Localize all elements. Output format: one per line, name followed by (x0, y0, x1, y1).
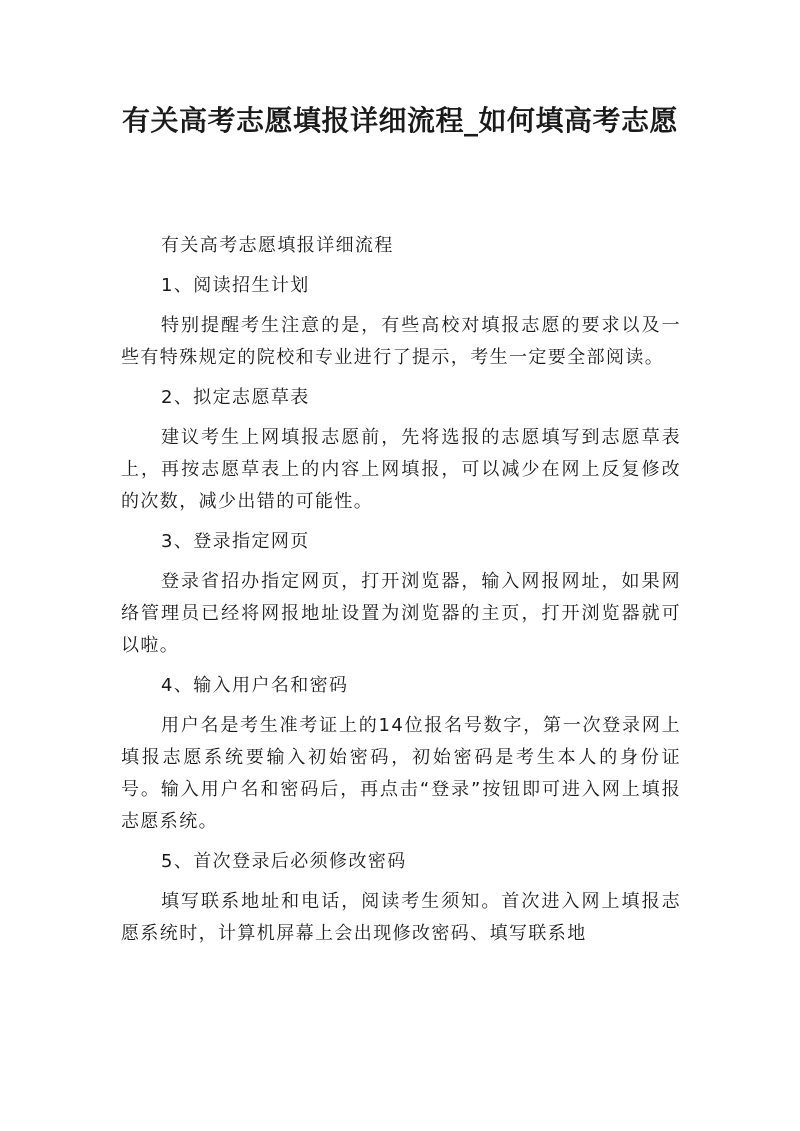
section-heading-2: 2、拟定志愿草表 (161, 387, 310, 408)
section-heading-4: 4、输入用户名和密码 (161, 675, 349, 696)
section-intro: 有关高考志愿填报详细流程 (161, 235, 394, 256)
document-body (121, 230, 681, 958)
section-body-1: 特别提醒考生注意的是，有些高校对填报志愿的要求以及一些有特殊规定的院校和专业进行了提示，考生一定要全部阅读。 (121, 315, 681, 368)
section-body-2: 建议考生上网填报志愿前，先将选报的志愿填写到志愿草表上，再按志愿草表上的内容上网填报，可以减少在网上反复修改的次数，减少出错的可能性。 (121, 427, 681, 512)
section-body-4: 用户名是考生准考证上的14位报名号数字，第一次登录网上填报志愿系统要输入初始密码，初始密码是考生本人的身份证号。输入用户名和密码后，再点击“登录”按钮即可进入网上填报志愿系统。 (121, 715, 681, 832)
section-body-3: 登录省招办指定网页，打开浏览器，输入网报网址，如果网络管理员已经将网报地址设置为浏览器的主页，打开浏览器就可以啦。 (121, 571, 681, 656)
section-body-5: 填写联系地址和电话，阅读考生须知。首次进入网上填报志愿系统时，计算机屏幕上会出现修改密码、填写联系地 (121, 891, 681, 944)
section-heading-3: 3、登录指定网页 (161, 531, 310, 552)
document-title: 有关高考志愿填报详细流程_如何填高考志愿 (121, 104, 678, 137)
section-heading-1: 1、阅读招生计划 (161, 275, 310, 296)
section-heading-5: 5、首次登录后必须修改密码 (161, 851, 407, 872)
